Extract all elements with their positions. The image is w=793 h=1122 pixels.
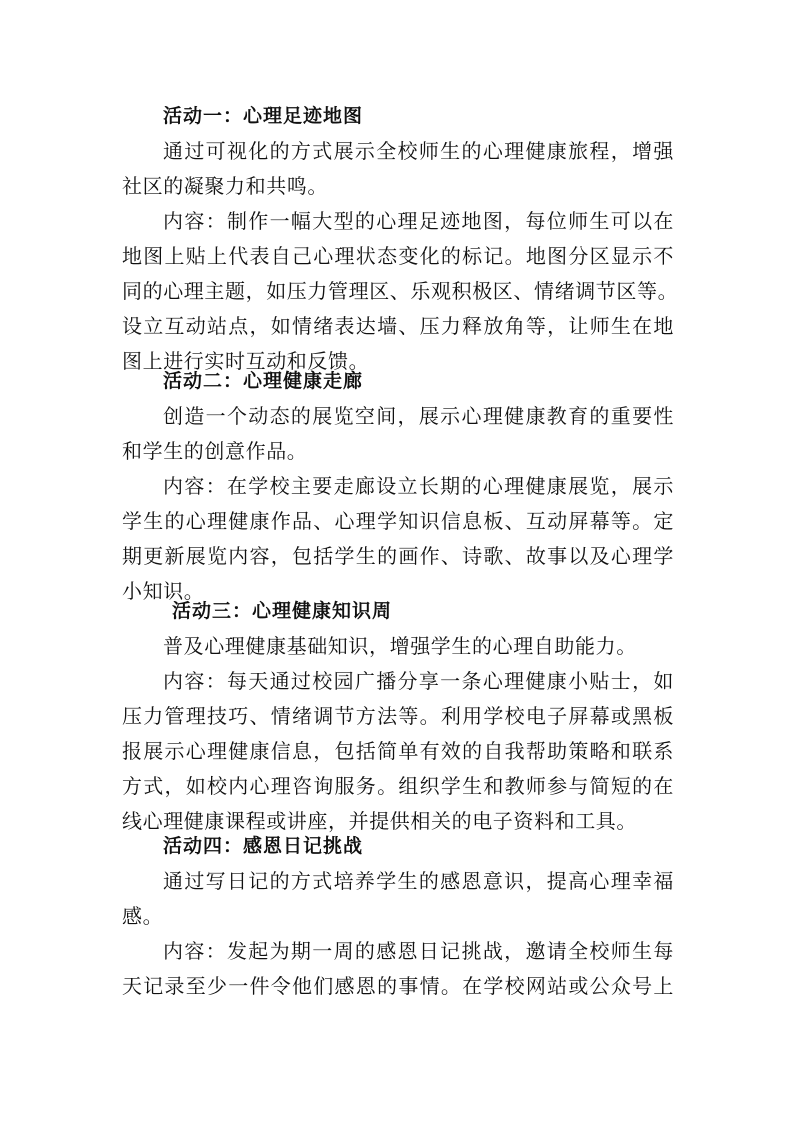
paragraph-line: 天记录至少一件令他们感恩的事情。在学校网站或公众号上 <box>122 974 674 998</box>
paragraph-line: 图上进行实时互动和反馈。 <box>122 349 370 373</box>
paragraph-line: 普及心理健康基础知识，增强学生的心理自助能力。 <box>163 634 637 658</box>
paragraph-line: 学生的心理健康作品、心理学知识信息板、互动屏幕等。定 <box>122 509 674 533</box>
paragraph-line: 设立互动站点，如情绪表达墙、压力释放角等，让师生在地 <box>122 314 674 338</box>
paragraph-line: 期更新展览内容，包括学生的画作、诗歌、故事以及心理学 <box>122 544 674 568</box>
paragraph-line: 社区的凝聚力和共鸣。 <box>122 174 328 198</box>
paragraph-line: 和学生的创意作品。 <box>122 439 308 463</box>
paragraph-line: 同的心理主题，如压力管理区、乐观积极区、情绪调节区等。 <box>122 279 679 303</box>
paragraph-line: 通过可视化的方式展示全校师生的心理健康旅程，增强 <box>163 139 674 163</box>
paragraph-line: 创造一个动态的展览空间，展示心理健康教育的重要性 <box>163 404 674 428</box>
paragraph-line: 内容：每天通过校园广播分享一条心理健康小贴士，如 <box>163 669 674 693</box>
heading-activity-4: 活动四：感恩日记挑战 <box>163 835 364 857</box>
paragraph-line: 通过写日记的方式培养学生的感恩意识，提高心理幸福 <box>163 869 674 893</box>
paragraph-line: 感。 <box>122 904 164 928</box>
paragraph-line: 内容：在学校主要走廊设立长期的心理健康展览，展示 <box>163 474 674 498</box>
heading-activity-1: 活动一：心理足迹地图 <box>163 105 364 127</box>
paragraph-line: 方式，如校内心理咨询服务。组织学生和教师参与简短的在 <box>122 774 674 798</box>
heading-activity-3: 活动三：心理健康知识周 <box>172 600 393 622</box>
paragraph-line: 压力管理技巧、情绪调节方法等。利用学校电子屏幕或黑板 <box>122 704 674 728</box>
paragraph-line: 线心理健康课程或讲座，并提供相关的电子资料和工具。 <box>122 809 637 833</box>
paragraph-line: 地图上贴上代表自己心理状态变化的标记。地图分区显示不 <box>122 244 674 268</box>
paragraph-line: 内容：发起为期一周的感恩日记挑战，邀请全校师生每 <box>163 939 674 963</box>
paragraph-line: 小知识。 <box>122 579 205 603</box>
paragraph-line: 报展示心理健康信息，包括简单有效的自我帮助策略和联系 <box>122 739 674 763</box>
heading-activity-2: 活动二：心理健康走廊 <box>163 370 364 392</box>
paragraph-line: 内容：制作一幅大型的心理足迹地图，每位师生可以在 <box>163 209 674 233</box>
